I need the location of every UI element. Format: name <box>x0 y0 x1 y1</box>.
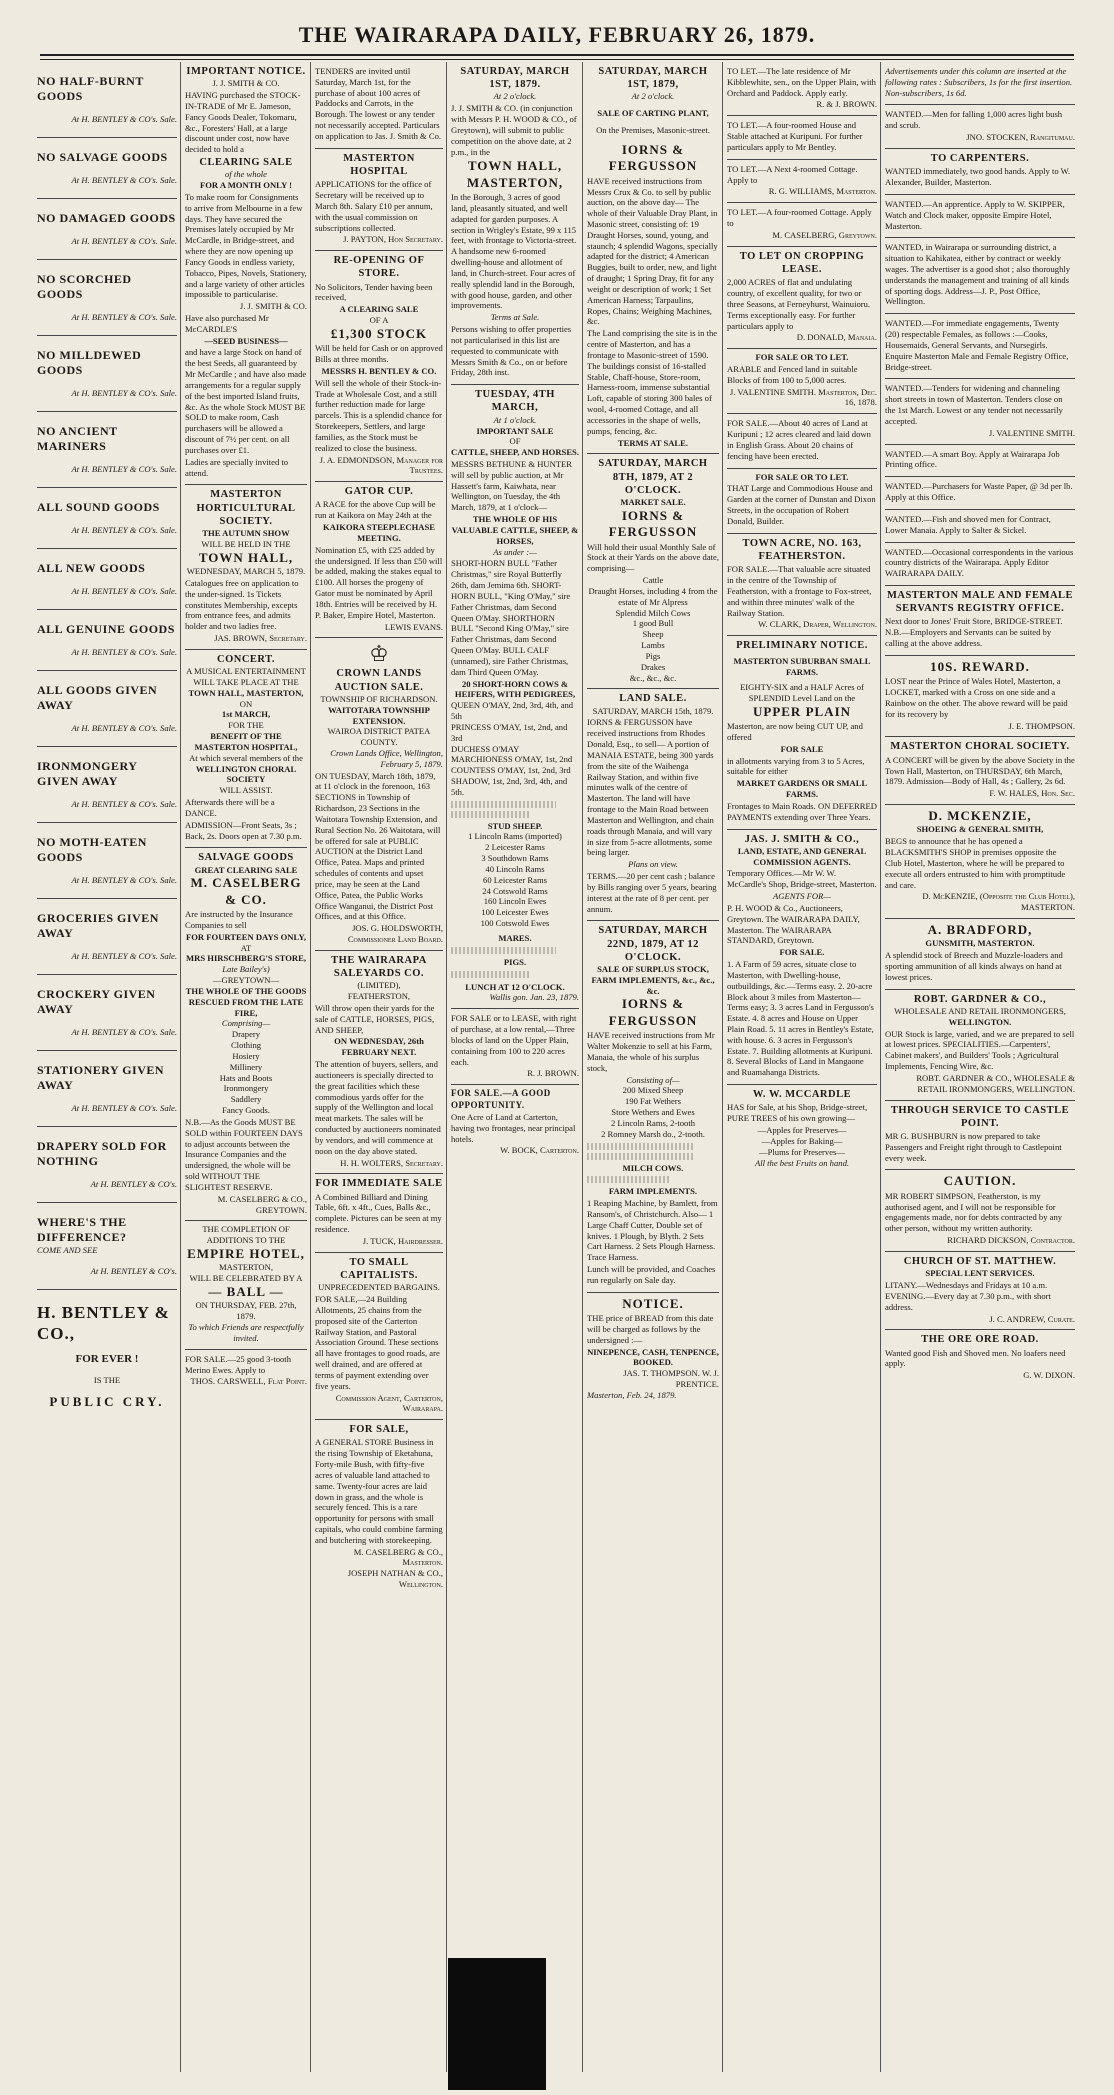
bentley-forever-ad: H. BENTLEY & CO., FOR EVER ! IS THE PUBLIC CRY. <box>37 1303 170 1409</box>
column-1-bentley-ads <box>34 62 180 2072</box>
bradford-gunsmith-ad: A. BRADFORD, GUNSMITH, MASTERTON. A splendid stock of Breech and Muzzle-loaders and sporting ammunition of all kinds always on hand at lowest prices. <box>885 919 1075 990</box>
upper-plain-lease-ad: FOR SALE or to LEASE, with right of purchase, at a low rental,—Three blocks of land on the Upper Plain, containing from 100 to 220 acres each. R. J. BROWN. <box>451 1009 579 1085</box>
choral-society-ad: MASTERTON CHORAL SOCIETY. A CONCERT will be given by the above Society in the Town Hall, Masterton, on THURSDAY, 6th March, 1879. Admission—Body of Hall, 4s ; Gallery, 2s 6d. F. W. HALES, Hon. Sec. <box>885 737 1075 805</box>
kuripuni-land-ad: FOR SALE.—About 40 acres of Land at Kuripuni ; 12 acres cleared and laid down in English Grass. About 20 chains of fencing have been erected. <box>727 414 877 468</box>
carting-plant-sale-ad: SATURDAY, MARCH 1ST, 1879, At 2 o'clock. SALE OF CARTING PLANT, On the Premises, Masonic-street. IORNS & FERGUSSON HAVE received instructions from Messrs Crux & Co. to sell by public auction, on the above day— The whole of their Valuable Dray Plant, in Masonic street, consisting of: 19 Draught Horses, sound, young, and staunch; 4 splendid Wagons, specially adapted for the district; 4 American Buggies, built to order, new, and light of draught; 1 Spring Dray, fit for any weight or description of work; 1 Set American Harness; Tarpaulins, Ropes, Chains; Weighing Machines, &c. The Land comprising the site is in the centre of Masterton, and has a frontage to Masonic-street of 1590. The buildings consist of 16-stalled Stable, Chaff-house, Store-room, Harness-room, immense substantial Loft, capable of storing 300 bales of wool, 4-roomed Cottage, and all accessories in the shape of wells, pumps, fencing, &c. TERMS AT SALE. <box>587 62 719 454</box>
to-let-house-ad: TO LET.—A four-roomed House and Stable attached at Kuripuni. For further particulars apply to Mr Bentley. <box>727 116 877 159</box>
featherston-town-acre-ad: TOWN ACRE, NO. 163, FEATHERSTON. FOR SALE.—That valuable acre situated in the centre of the Township of Featherston, with a frontage to Fox-street, and within three minutes' walk of the Railway Station. W. CLARK, Draper, Wellington. <box>727 534 877 636</box>
town-hall-sale-ad: SATURDAY, MARCH 1ST, 1879. At 2 o'clock. J. J. SMITH & CO. (in conjunction with Messrs P. H. WOOD & CO., of Greytown), will submit to public competition on the above date, at 2 p.m., in the TOWN HALL, MASTERTON, In the Borough, 3 acres of good land, pleasantly situated, and well adapted for garden purposes. A section in Wrigley's Estate, 99 x 115 feet, with frontage to Victoria-street. A handsome new 6-roomed dwelling-house and allotment of land, in Church-street. Four acres of really splendid land in the Borough, with good house, garden, and other improvements. Terms at Sale. Persons wishing to offer properties not particularised in this list are requested to communicate with Messrs Smith & Co., on or before Friday, 28th inst. <box>451 62 579 385</box>
bentley-ad: NO SALVAGE GOODS At H. BENTLEY & CO's. Sale. <box>37 138 177 199</box>
bentley-ad: ALL NEW GOODS At H. BENTLEY & CO's. Sale. <box>37 549 177 610</box>
wanted-ad: WANTED.—Tenders for widening and channeling short streets in town of Masterton. Tenders close on the 1st March. Lowest or any tender not necessarily accepted. J. VALENTINE SMITH. <box>885 379 1075 444</box>
carpenters-ad: TO CARPENTERS. WANTED immediately, two good hands. Apply to W. Alexander, Builder, Masterton. <box>885 149 1075 195</box>
difference-ad: WHERE'S THE DIFFERENCE? COME AND SEE At H. BENTLEY & CO's. <box>37 1203 177 1290</box>
bentley-ad-list <box>37 62 177 1203</box>
castle-point-service-ad: THROUGH SERVICE TO CASTLE POINT. MR G. BUSHBURN is now prepared to take Passengers and Freight right through to Castlepoint every week. <box>885 1101 1075 1171</box>
carterton-acre-ad: FOR SALE.—A GOOD OPPORTUNITY. One Acre of Land at Carterton, having two frontages, near principal hotels. W. BOCK, Carterton. <box>451 1088 579 1156</box>
wanted-ad: WANTED, in Wairarapa or surrounding district, a situation to Kahikatea, either by contract or weekly wages. The advertiser is a good shot ; also thoroughly understands the management and training of all kinds of sporting dogs. Address—J. P., Post Office, Wellington. <box>885 238 1075 314</box>
column-rule <box>880 62 881 2072</box>
hospital-concert-ad: CONCERT. A MUSICAL ENTERTAINMENT WILL TAKE PLACE AT THE TOWN HALL, MASTERTON, ON 1st MARCH, FOR THE BENEFIT OF THE MASTERTON HOSPITAL, At which several members of the WELLINGTON CHORAL SOCIETY WILL ASSIST. Afterwards there will be a DANCE. ADMISSION—Front Seats, 3s ; Back, 2s. Doors open at 7.30 p.m. <box>185 650 307 848</box>
bentley-ad: NO ANCIENT MARINERS At H. BENTLEY & CO's. Sale. <box>37 412 177 488</box>
suburban-farms-ad: PRELIMINARY NOTICE. MASTERTON SUBURBAN SMALL FARMS. EIGHTY-SIX and a HALF Acres of SPLENDID Level Land on the UPPER PLAIN Masterton, are now being CUT UP, and offered FOR SALE in allotments varying from 3 to 5 Acres, suitable for either MARKET GARDENS OR SMALL FARMS. Frontages to Main Roads. ON DEFERRED PAYMENTS extending over Three Years. <box>727 636 877 829</box>
classified-rates-notice: Advertisements under this column are inserted at the following rates : Subscribers, 1s for the first insertion. Non-subscribers, 1s 6d. <box>885 62 1075 105</box>
masthead-rule <box>40 54 1074 60</box>
bread-price-notice-ad: NOTICE. THE price of BREAD from this date will be charged as follows by the undersigned :— NINEPENCE, CASH, TENPENCE, BOOKED. JAS. T. THOMPSON. W. J. PRENTICE. Masterton, Feb. 24, 1879. <box>587 1295 719 1400</box>
horticultural-society-ad: MASTERTON HORTICULTURAL SOCIETY. THE AUTUMN SHOW WILL BE HELD IN THE TOWN HALL, WEDNESDAY, MARCH 5, 1879. Catalogues free on application to the under-signed. 1s Tickets constitutes Membership, excepts from entrance fees, and admits holder and two ladies free. JAS. BROWN, Secretary. <box>185 485 307 649</box>
column-6 <box>724 62 880 2072</box>
surplus-stock-sale-ad: SATURDAY, MARCH 22ND, 1879, AT 12 O'CLOCK. SALE OF SURPLUS STOCK, FARM IMPLEMENTS, &c., &c., &c. IORNS & FERGUSSON HAVE received instructions from Mr Walter Mokenzie to sell at his Farm, Manaia, the whole of his surplus stock, Consisting of— 200 Mixed Sheep 190 Fat Wethers Store Wethers and Ewes 2 Lincoln Rams, 2-tooth 2 Romney Marsh do., 2-tooth. MILCH COWS. FARM IMPLEMENTS. 1 Reaping Machine, by Bamlett, from Ransom's, of Christchurch. Also— 1 Large Chaff Cutter, Double set of knives. 1 Plough, by Blyth. 2 Sets Cart Harness. 2 Sets Plough Harness. Trace Harness. Lunch will be provided, and Coaches run regularly on Sale day. <box>587 921 719 1292</box>
column-4 <box>448 62 582 2072</box>
wanted-ad: WANTED.—Purchasers for Waste Paper, @ 3d per lb. Apply at this Office. <box>885 477 1075 510</box>
to-let-cottage-ad: TO LET.—A Next 4-roomed Cottage. Apply to R. G. WILLIAMS, Masterton. <box>727 160 877 203</box>
mckenzie-smith-ad: D. MCKENZIE, SHOEING & GENERAL SMITH, BEGS to announce that he has opened a BLACKSMITH'S SHOP in premises opposite the Club Hotel, Masterton, where he will be prepared to execute all orders entrusted to him with promptitude and care. D. McKENZIE, (Opposite the Club Hotel), MASTERTON. <box>885 805 1075 919</box>
general-store-ad: FOR SALE, A GENERAL STORE Business in the rising Township of Eketahuna, Forty-mile Bush, with fifty-five acres of valuable land attached to same. Twenty-four acres are laid down in grass, and the whole is securely fenced. This is a rare opportunity for persons with small capitals, who could combine farming and butchering with storekeeping. M. CASELBERG & CO., Masterton. JOSEPH NATHAN & CO., Wellington. <box>315 1424 443 1590</box>
merino-ewes-ad: FOR SALE.—25 good 3-tooth Merino Ewes. Apply to THOS. CARSWELL, Flat Point. <box>185 1353 307 1387</box>
bentley-ad: STATIONERY GIVEN AWAY At H. BENTLEY & CO's. Sale. <box>37 1051 177 1127</box>
wanted-ad: WANTED.—An apprentice. Apply to W. SKIPPER, Watch and Clock maker, opposite Empire Hotel, Masterton. <box>885 195 1075 238</box>
gardner-ironmongers-ad: ROBT. GARDNER & CO., WHOLESALE AND RETAIL IRONMONGERS, WELLINGTON. OUR Stock is large, varied, and we are prepared to sell at lowest prices. SPECIALITIES.—Carpenters', Cabinet makers', and Builders' Tools ; Agricultural Implements, Fencing Wire, &c. ROBT. GARDNER & CO., WHOLESALE & RETAIL IRONMONGERS, WELLINGTON. <box>885 990 1075 1101</box>
wanted-ad: WANTED.—Fish and shoved men for Contract, Lower Manaia. Apply to Salter & Sickel. <box>885 510 1075 543</box>
hospital-secretary-ad: MASTERTON HOSPITAL APPLICATIONS for the office of Secretary will be received up to March 8th. Salary £10 per annum, with the usual commission on subscriptions collected. J. PAYTON, Hon Secretary. <box>315 149 443 251</box>
column-rule <box>722 62 723 2072</box>
column-rule <box>582 62 583 2072</box>
dixon-street-house-ad: FOR SALE OR TO LET. THAT Large and Commodious House and Garden at the corner of Dunstan and Dixon Streets, in the occupation of Robert Donald, Builder. <box>727 469 877 534</box>
billiard-table-ad: FOR IMMEDIATE SALE A Combined Billiard and Dining Table, 6ft. x 4ft., Cues, Balls &c., complete. Pictures can be seen at my residence. J. TUCK, Hairdresser. <box>315 1174 443 1252</box>
land-sale-ad: LAND SALE. SATURDAY, MARCH 15th, 1879. IORNS & FERGUSSON have received instructions from Rhodes Donald, Esq., to sell— A portion of MANAIA ESTATE, being 300 yards from the site of the Waihenga Railway Station, and within five minutes walk of the centre of Masterton. The land will have frontage to the Main Road between Masterton and Wellington, and chain roads through Manaia, and will vary in size from 5-acre allotments, some being larger. Plans on view. TERMS.—20 per cent cash ; balance by Bills ranging over 5 years, bearing interest at the rate of 8 per cent. per annum. <box>587 689 719 921</box>
bentley-ad: IRONMONGERY GIVEN AWAY At H. BENTLEY & CO's. Sale. <box>37 747 177 823</box>
cattle-sheep-horses-sale-ad: TUESDAY, 4TH MARCH, At 1 o'clock. IMPORTANT SALE OF CATTLE, SHEEP, AND HORSES. MESSRS BETHUNE & HUNTER will sell by public auction, at Mr Hassett's farm, Kaiwhata, near Wellington, on Tuesday, the 4th March, 1879, at 1 o'clock— THE WHOLE OF HIS VALUABLE CATTLE, SHEEP, & HORSES, As under :— SHORT-HORN BULL "Father Christmas," sire Royal Butterfly 26th, dam Jemima 6th. SHORT-HORN BULL, "King O'May," sire Father Christmas, dam Second Queen O'May. SHORTHORN BULL "Second King O'May," sire Father Christmas, dam Second Queen O'May. BULL CALF (unnamed), sire Father Christmas, dam Third Queen O'May. 20 SHORT-HORN COWS & HEIFERS, WITH PEDIGREES, QUEEN O'MAY, 2nd, 3rd, 4th, and 5th PRINCESS O'MAY, 1st, 2nd, and 3rd DUCHESS O'MAY MARCHIONESS O'MAY, 1st, 2nd COUNTESS O'MAY, 1st, 2nd, 3rd SHADOW, 1st, 2nd, 3rd, 4th, and 5th. STUD SHEEP. 1 Lincoln Rams (imported) 2 Leicester Rams 3 Southdown Rams 40 Lincoln Rams 60 Leicester Rams 24 Cotswold Rams 160 Lincoln Ewes 100 Leicester Ewes 100 Cotswold Ewes MARES. PIGS. LUNCH AT 12 O'CLOCK. Wallis gon. Jan. 23, 1879. <box>451 385 579 1009</box>
column-3 <box>312 62 446 2072</box>
market-sale-ad: SATURDAY, MARCH 8TH, 1879, AT 2 O'CLOCK. MARKET SALE. IORNS & FERGUSSON Will hold their usual Monthly Sale of Stock at their Yards on the above date, comprising— Cattle Draught Horses, including 4 from the estate of Mr Alpress Splendid Milch Cows 1 good Bull Sheep Lambs Pigs Drakes &c., &c., &c. <box>587 454 719 689</box>
royal-crest-icon: ♔ <box>369 641 389 667</box>
small-capitalists-ad: TO SMALL CAPITALISTS. UNPRECEDENTED BARGAINS. FOR SALE,—24 Building Allotments, 25 chains from the proposed site of the Carterton Railway Station, and Pastoral Association Ground. These sections all have frontages to good roads, are well drained, and are offered at terms of payment extending over five years. Commission Agent, Carterton, Wairarapa. <box>315 1253 443 1420</box>
to-let-cottage-ad: TO LET.—A four-roomed Cottage. Apply to M. CASELBERG, Greytown. <box>727 203 877 246</box>
tenders-ad: TENDERS are invited until Saturday, March 1st, for the purchase of about 100 acres of Paddocks and Carrots, in the Borough. The lowest or any tender not necessarily accepted. Particulars on application to Jas. J. Smith & Co. <box>315 62 443 149</box>
empire-hotel-ball-ad: THE COMPLETION OF ADDITIONS TO THE EMPIRE HOTEL, MASTERTON, WILL BE CELEBRATED BY A — BALL — ON THURSDAY, FEB. 27th, 1879. To which Friends are respectfully invited. <box>185 1221 307 1349</box>
bentley-ad: NO MOTH-EATEN GOODS At H. BENTLEY & CO's. Sale. <box>37 823 177 899</box>
bentley-ad: NO HALF-BURNT GOODS At H. BENTLEY & CO's. Sale. <box>37 62 177 138</box>
bentley-ad: CROCKERY GIVEN AWAY At H. BENTLEY & CO's. Sale. <box>37 975 177 1051</box>
wanted-ad: WANTED.—Men for falling 1,000 acres light bush and scrub. JNO. STOCKEN, Rangitumau. <box>885 105 1075 148</box>
ore-ore-road-ad: THE ORE ORE ROAD. Wanted good Fish and Shoved men. No loafers need apply. G. W. DIXON. <box>885 1334 1075 1381</box>
bentley-ad: NO DAMAGED GOODS At H. BENTLEY & CO's. Sale. <box>37 199 177 260</box>
bentley-ad: ALL GOODS GIVEN AWAY At H. BENTLEY & CO's. Sale. <box>37 671 177 747</box>
saleyards-ad: THE WAIRARAPA SALEYARDS CO. (LIMITED), FEATHERSTON, Will throw open their yards for the sale of CATTLE, HORSES, PIGS, AND SHEEP, ON WEDNESDAY, 26th FEBRUARY NEXT. The attention of buyers, sellers, and auctioneers is specially directed to the great facilities which these commodious yards offer for the supply of the Wellington and local meat markets. The sales will be conducted by auctioneers nominated by vendors, and will commence at noon on the day above stated. H. H. WOLTERS, Secretary. <box>315 951 443 1175</box>
registry-office-ad: MASTERTON MALE AND FEMALE SERVANTS REGISTRY OFFICE. Next door to Jones' Fruit Store, BRIDGE-STREET. N.B.—Employers and Servants can be suited by calling at the above address. <box>885 586 1075 656</box>
bentley-ad: GROCERIES GIVEN AWAY At H. BENTLEY & CO's. Sale. <box>37 899 177 975</box>
column-2 <box>182 62 310 2072</box>
reopening-store-ad: RE-OPENING OF STORE. No Solicitors, Tender having been received, A CLEARING SALE OF A £1,300 STOCK Will be held for Cash or on approved Bills at three months. MESSRS H. BENTLEY & CO. Will sell the whole of their Stock-in-Trade at Wholesale Cost, and a still further reduction made for large parcels. This is a splendid chance for Storekeepers, Settlers, and large families, as the Stock must be realized to close the business. J. A. EDMONDSON, Manager for Trustees. <box>315 251 443 482</box>
to-let-residence-ad: TO LET.—The late residence of Mr Kibblewhite, sen., on the Upper Plain, with Orchard and Paddock. Apply early. R. & J. BROWN. <box>727 62 877 116</box>
bentley-ad: DRAPERY SOLD FOR NOTHING At H. BENTLEY & CO's. <box>37 1127 177 1203</box>
wanted-ad: WANTED.—For immediate engagements, Twenty (20) respectable Females, as follows :—Cooks, Housemaids, General Servants, and Nursegirls. Enquire Masterton Male and Female Registry Office, Bridge-street. <box>885 314 1075 379</box>
salvage-sale-ad: SALVAGE GOODS GREAT CLEARING SALE M. CASELBERG & CO. Are instructed by the Insurance Companies to sell FOR FOURTEEN DAYS ONLY, AT MRS HIRSCHBERG'S STORE, Late Bailey's) —GREYTOWN— THE WHOLE OF THE GOODS RESCUED FROM THE LATE FIRE, Comprising— Drapery Clothing Hosiery Millinery Hats and Boots Ironmongery Saddlery Fancy Goods. N.B.—As the Goods MUST BE SOLD within FOURTEEN DAYS to adjust accounts between the Insurance Companies and the undersigned, the whole will be sold WITHOUT THE SLIGHTEST RESERVE. M. CASELBERG & CO., GREYTOWN. <box>185 848 307 1221</box>
caution-ad: CAUTION. MR ROBERT SIMPSON, Featherston, is my authorised agent, and I will not be responsible for engagements made, nor for debts contracted by any other person, without my written authority. RICHARD DICKSON, Contractor. <box>885 1170 1075 1252</box>
crown-lands-auction-ad: ♔ CROWN LANDS AUCTION SALE. TOWNSHIP OF RICHARDSON. WAITOTARA TOWNSHIP EXTENSION. WAIROA DISTRICT PATEA COUNTY. Crown Lands Office, Wellington, February 5, 1879. ON TUESDAY, March 18th, 1879, at 11 o'clock in the forenoon, 163 SECTIONS in Township of Richardson, 23 Sections in the Waitotara Township Extension, and Rural Section No. 26 Waitotara, will be offered for sale at PUBLIC AUCTION at the District Land Office, Patea. Maps and printed schedules of contents and upset price, may be seen at the Land Office, Patea, the Public Works Office Wanganui, the District Post Offices, and at this Office. JOS. G. HOLDSWORTH, Commissioner Land Board. <box>315 638 443 950</box>
column-5 <box>584 62 722 2072</box>
column-rule <box>310 62 311 2072</box>
bentley-ad: ALL SOUND GOODS At H. BENTLEY & CO's. Sale. <box>37 488 177 549</box>
bentley-ad: ALL GENUINE GOODS At H. BENTLEY & CO's. Sale. <box>37 610 177 671</box>
column-rule <box>180 62 181 2072</box>
gator-cup-ad: GATOR CUP. A RACE for the above Cup will be run at Kaikora on May 24th at the KAIKORA STEEPLECHASE MEETING. Nomination £5, with £25 added by the undersigned. If less than £50 will be added, making the stakes equal to £100. All horses the progeny of Gator must be nominated by April 18th. Entries will be received by H. P. Baker, Empire Hotel, Masterton. LEWIS EVANS. <box>315 482 443 638</box>
smith-land-agents-ad: JAS. J. SMITH & CO., LAND, ESTATE, AND GENERAL COMMISSION AGENTS. Temporary Offices.—Mr W. W. McCardle's Shop, Bridge-street, Masterton. AGENTS FOR— P. H. WOOD & Co., Auctioneers, Greytown. The WAIRARAPA DAILY, Masterton. The WAIRARAPA STANDARD, Greytown. FOR SALE. 1. A Farm of 59 acres, situate close to Masterton, with Dwelling-house, outbuildings, &c.—Terms easy. 2. 20-acre Block about 3 miles from Masterton—Terms easy; 3. 3 acres Land in Fergusson's Estate. 4. 8 acres and House on Upper Plain Road. 5. 11 acres in Bentley's Estate, with house. 6. 3 acres in Fergusson's Estate. 7. Building allotments at Kuripuni. 8. Several Blocks of Land in Mangaone and Ruamahanga Districts. <box>727 830 877 1086</box>
column-7 <box>882 62 1078 2072</box>
cropping-lease-ad: TO LET ON CROPPING LEASE. 2,000 ACRES of flat and undulating country, of excellent quality, for two or three Seasons, at Ferneyhurst, Wainuioru. Terms exceptionally easy. For further particulars apply to D. DONALD, Manaia. <box>727 247 877 349</box>
church-services-ad: CHURCH OF ST. MATTHEW. SPECIAL LENT SERVICES. LITANY.—Wednesdays and Fridays at 10 a.m. EVENING.—Every day at 7.30 p.m., with short address. J. C. ANDREW, Curate. <box>885 1252 1075 1330</box>
wanted-ad: WANTED.—A smart Boy. Apply at Wairarapa Job Printing office. <box>885 445 1075 478</box>
bentley-ad: NO SCORCHED GOODS At H. BENTLEY & CO's. Sale. <box>37 260 177 336</box>
reward-ad: 10S. REWARD. LOST near the Prince of Wales Hotel, Masterton, a LOCKET, marked with a Cross on one side and a Rainbow on the other. The above reward will be paid for its recovery by J. E. THOMPSON. <box>885 656 1075 738</box>
mccardle-fruit-trees-ad: W. W. MCCARDLE HAS for Sale, at his Shop, Bridge-street, PURE TREES of his own growing— —Apples for Preserves— —Apples for Baking— —Plums for Preserves— All the best Fruits on hand. <box>727 1089 868 1168</box>
smith-important-notice-ad: IMPORTANT NOTICE. J. J. SMITH & CO. HAVING purchased the STOCK-IN-TRADE of Mr E. Jameson, Fancy Goods Dealer, Tokomaru, &c., Foresters' Hall, at a large discount under cost, now have decided to hold a CLEARING SALE of the whole FOR A MONTH ONLY ! To make room for Consignments to arrive from Melbourne in a few days. They have secured the Premises lately occupied by Mr McCardle, in Bridge-street, and where they are now opening up Fancy Goods in endless variety, Tobacco, Pipes, Novels, Stationery, and a large variety of other articles impossible to particularise. J. J. SMITH & CO. Have also purchased Mr McCARDLE'S —SEED BUSINESS— and have a large Stock on hand of the best Seeds, all guaranteed by Mr McCardle ; and have also made arrangements for a regular supply of the best imported Island fruits, &c. As the whole Stock MUST BE SOLD to make room, Cash purchasers will be allowed a discount of 7½ per cent. on all purchases over £1. Ladies are specially invited to attend. <box>185 62 307 485</box>
arable-land-ad: FOR SALE OR TO LET. ARABLE and Fenced land in suitable Blocks of from 100 to 5,000 acres. J. VALENTINE SMITH. Masterton, Dec. 16, 1878. <box>727 349 877 414</box>
wanted-ad: WANTED.—Occasional correspondents in the various country districts of the Wairarapa. Apply Editor WAIRARAPA DAILY. <box>885 543 1075 586</box>
bentley-ad: NO MILLDEWED GOODS At H. BENTLEY & CO's. Sale. <box>37 336 177 412</box>
column-rule <box>446 62 447 2072</box>
ink-blot <box>448 1958 546 2090</box>
masthead: THE WAIRARAPA DAILY, FEBRUARY 26, 1879. <box>298 22 816 47</box>
